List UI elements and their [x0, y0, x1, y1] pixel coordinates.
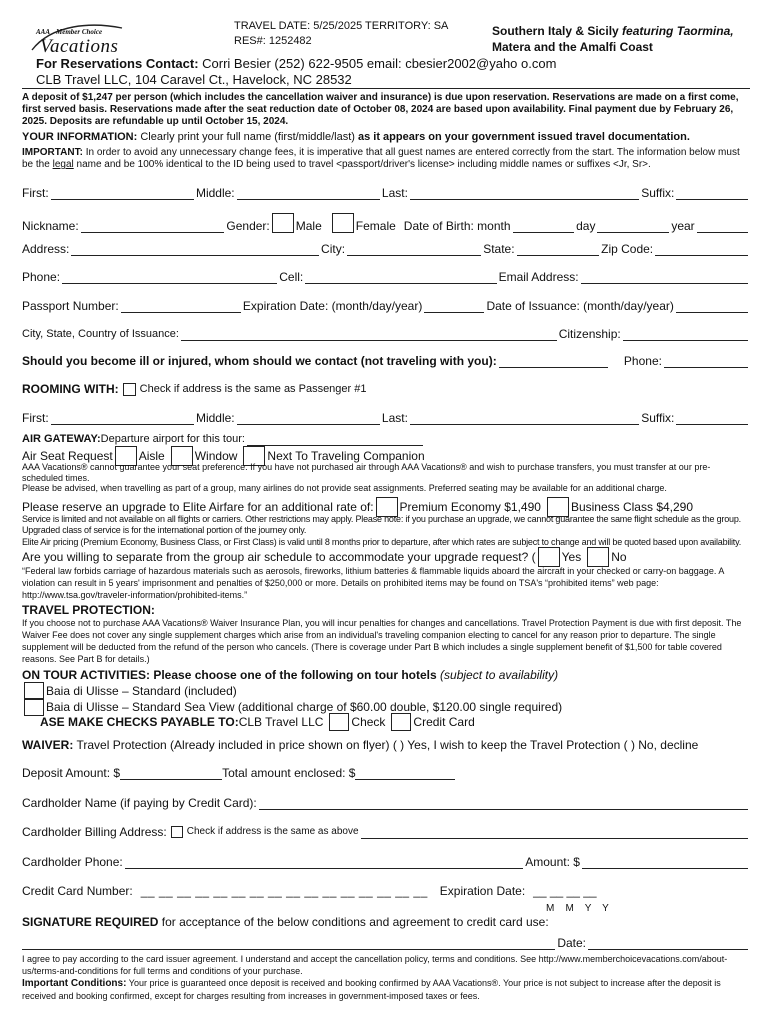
- waiver-row: WAIVER: Travel Protection (Already included in price shown on flyer) ( ) Yes, I wish to keep the Travel Protection ( ) No, decline: [22, 738, 699, 752]
- res-number: RES#: 1252482: [234, 35, 312, 47]
- logo: [22, 20, 132, 60]
- last-name-field-2[interactable]: [410, 412, 639, 425]
- separate-no-checkbox[interactable]: [587, 547, 609, 567]
- travel-protection-heading: TRAVEL PROTECTION:: [22, 603, 155, 617]
- deposit-text: A deposit of $1,247 per person (which includes the cancellation waiver and insurance) is due upon reservation. Reservations are made on a first come, first served basis. Reservations made after the seat reduction date of October 08, 2024 are based upon availability. Final payment due by February 26, 2025. Deposits are refundable up until October 15, 2024.: [22, 92, 739, 127]
- expiration-date-field[interactable]: __ __ __ __: [533, 884, 597, 898]
- dob-day-field[interactable]: [597, 220, 669, 233]
- seat-note-1: AAA Vacations® cannot guarantee your seat preference. If you have not purchased air through AAA Vacations® and wish to purchase transfers, you must transfer at our pre-scheduled times.: [22, 462, 711, 483]
- address-row: Address: City: State: Zip Code:: [22, 242, 750, 256]
- email-field[interactable]: [581, 271, 748, 284]
- elite-note: Elite Air pricing (Premium Economy, Business Class, or First Class) is valid until 8 months prior to departure, after which rates are subject to change and will be quoted based upon availability.: [22, 537, 742, 547]
- nickname-field[interactable]: [81, 220, 225, 233]
- logo-vacations: Vacations: [40, 36, 119, 57]
- issuance-place-field[interactable]: [181, 328, 557, 341]
- tour-title-2: Matera and the Amalfi Coast: [492, 40, 653, 54]
- logo-member-choice: Member Choice: [56, 28, 103, 36]
- first-name-field[interactable]: [51, 187, 194, 200]
- passport-number-field[interactable]: [121, 300, 241, 313]
- name-row-2: First: Middle: Last: Suffix:: [22, 411, 750, 425]
- passport-expiration-field[interactable]: [424, 300, 484, 313]
- zip-field[interactable]: [655, 243, 748, 256]
- cardholder-name-field[interactable]: [259, 797, 748, 810]
- signature-row: Date:: [22, 936, 750, 950]
- billing-row: Cardholder Billing Address: Check if address is the same as above: [22, 825, 750, 839]
- travel-date-line: TRAVEL DATE: 5/25/2025 TERRITORY: SA: [234, 20, 449, 32]
- deposit-row: Deposit Amount: $ Total amount enclosed: $: [22, 766, 455, 780]
- rooming-row: ROOMING WITH: Check if address is the same as Passenger #1: [22, 382, 367, 396]
- reservations-contact: For Reservations Contact: Corri Besier (252) 622-9505 email: cbesier2002@yaho o.com: [36, 56, 557, 71]
- card-number-field[interactable]: __ __ __ __ __ __ __ __ __ __ __ __ __ __ __ __: [140, 884, 428, 898]
- emergency-phone-field[interactable]: [664, 355, 748, 368]
- middle-name-field[interactable]: [237, 187, 380, 200]
- passport-issuance-date-field[interactable]: [676, 300, 748, 313]
- deposit-amount-field[interactable]: [120, 767, 222, 780]
- passport-row: Passport Number: Expiration Date: (month/day/year) Date of Issuance: (month/day/year): [22, 299, 750, 313]
- issuance-row: City, State, Country of Issuance: Citizenship:: [22, 327, 750, 341]
- seat-note-2: Please be advised, when travelling as part of a group, many airlines do not provide seat assignments. Preferred seating may be available for an additional charge.: [22, 483, 667, 493]
- logo-aaa: AAA: [36, 28, 51, 36]
- state-field[interactable]: [517, 243, 600, 256]
- federal-law-note: “Federal law forbids carriage of hazardous materials such as aerosols, fireworks, lithium batteries & flammable liquids aboard the aircraft in your checked or carry-on baggage. A violation can result in 5 years' imprisonment and penalties of $250,000 or more. Details on prohibited items may be found on TSA's “prohibited items” web page: http://www.tsa.gov/traveler-information/prohibited-items.”: [22, 566, 724, 600]
- agency-address: CLB Travel LLC, 104 Caravel Ct., Havelock, NC 28532: [36, 72, 352, 87]
- billing-address-field[interactable]: [361, 826, 748, 839]
- expiration-mmyy: M M Y Y: [546, 903, 609, 914]
- signature-heading: SIGNATURE REQUIRED for acceptance of the below conditions and agreement to credit card use:: [22, 915, 549, 929]
- checks-payable-row: ASE MAKE CHECKS PAYABLE TO: CLB Travel LLC Check Credit Card: [40, 715, 475, 729]
- hotels-heading: ON TOUR ACTIVITIES: Please choose one of the following on tour hotels (subject to availability): [22, 668, 559, 682]
- air-seat-request: Air Seat Request Aisle Window Next To Traveling Companion: [22, 446, 425, 466]
- separate-yes-checkbox[interactable]: [538, 547, 560, 567]
- female-checkbox[interactable]: [332, 213, 354, 233]
- emergency-row: Should you become ill or injured, whom should we contact (not traveling with you): Phone:: [22, 354, 750, 368]
- middle-name-field-2[interactable]: [237, 412, 380, 425]
- divider: [22, 88, 750, 89]
- important-note: IMPORTANT: In order to avoid any unnecessary change fees, it is imperative that all guest names are entered correctly from the start. The information below must be the legal name and be 100% identical to the ID being used to travel <passport/driver's license> including middle names or suffixes <Jr, Sr>.: [22, 147, 740, 170]
- total-enclosed-field[interactable]: [355, 767, 455, 780]
- air-gateway: AIR GATEWAY: Departure airport for this tour:: [22, 433, 423, 446]
- city-field[interactable]: [347, 243, 481, 256]
- card-number-row: Credit Card Number: __ __ __ __ __ __ __ __ __ __ __ __ __ __ __ __ Expiration Date: __ __ __ __: [22, 884, 597, 898]
- address-field[interactable]: [71, 243, 319, 256]
- service-note: Service is limited and not available on all flights or carriers. Other restrictions may apply. Please note: if you purchase an upgrade, we cannot guarantee the same flight schedule as the group. Upgraded class of service is for the international portion of the journey only.: [22, 514, 741, 535]
- rooming-same-address-checkbox[interactable]: [123, 383, 136, 396]
- dob-month-field[interactable]: [513, 220, 575, 233]
- separate-question: Are you willing to separate from the group air schedule to accommodate your upgrade request? ( Yes No: [22, 547, 627, 567]
- signature-field[interactable]: [22, 937, 555, 950]
- phone-row: Phone: Cell: Email Address:: [22, 270, 750, 284]
- emergency-contact-field[interactable]: [499, 355, 608, 368]
- citizenship-field[interactable]: [623, 328, 748, 341]
- pay-check-checkbox[interactable]: [329, 713, 349, 731]
- dob-year-field[interactable]: [697, 220, 748, 233]
- cell-field[interactable]: [305, 271, 496, 284]
- upgrade-row: Please reserve an upgrade to Elite Airfare for an additional rate of: Premium Economy $1,490 Business Class $4,290: [22, 497, 693, 517]
- your-information: YOUR INFORMATION: Clearly print your full name (first/middle/last) as it appears on your government issued travel documentation.: [22, 131, 690, 143]
- signature-date-field[interactable]: [588, 937, 748, 950]
- hotel-option-1: Baia di Ulisse – Standard (included): [22, 682, 237, 700]
- tour-title-1: Southern Italy & Sicily featuring Taormina,: [492, 24, 734, 38]
- card-phone-row: Cardholder Phone: Amount: $: [22, 855, 750, 869]
- pay-credit-card-checkbox[interactable]: [391, 713, 411, 731]
- nickname-row: Nickname: Gender: Male Female Date of Birth: month day year: [22, 213, 750, 233]
- cardholder-phone-field[interactable]: [125, 856, 524, 869]
- name-row: First: Middle: Last: Suffix:: [22, 186, 750, 200]
- phone-field[interactable]: [62, 271, 277, 284]
- suffix-field[interactable]: [676, 187, 748, 200]
- male-checkbox[interactable]: [272, 213, 294, 233]
- last-name-field[interactable]: [410, 187, 639, 200]
- billing-same-checkbox[interactable]: [171, 826, 183, 838]
- hotel-option-2: Baia di Ulisse – Standard Sea View (additional charge of $60.00 double, $120.00 single required): [22, 698, 562, 716]
- amount-field[interactable]: [582, 856, 748, 869]
- suffix-field-2[interactable]: [676, 412, 748, 425]
- first-name-field-2[interactable]: [51, 412, 194, 425]
- gateway-field[interactable]: [247, 434, 423, 446]
- important-conditions: Important Conditions: Your price is guaranteed once deposit is received and booking confirmed by AAA Vacations®. Your price is not subject to increase after the deposit is received and booking confirmed, except for charges resulting from increases in government-imposed taxes or fees.: [22, 978, 721, 1001]
- agreement-text: I agree to pay according to the card issuer agreement. I understand and accept the cancellation policy, terms and conditions. See http://www.memberchoicevacations.com/about-us/terms-and-conditions for full terms and conditions of your purchase.: [22, 954, 728, 976]
- travel-protection-text: If you choose not to purchase AAA Vacations® Waiver Insurance Plan, you will incur penalties for changes and cancellations. Travel Protection Payment is due with first deposit. The Waiver Fee does not cover any single supplement charges which arise from an individual's traveling companion electing to cancel for any reason prior to departure. The single supplement will be deducted from the refund of the person who cancels. (There is coverage under Part B which includes a single supplement benefit of $1,500 for table covered reasons. See Part B for details.): [22, 618, 742, 664]
- cardholder-name-row: Cardholder Name (if paying by Credit Card):: [22, 796, 750, 810]
